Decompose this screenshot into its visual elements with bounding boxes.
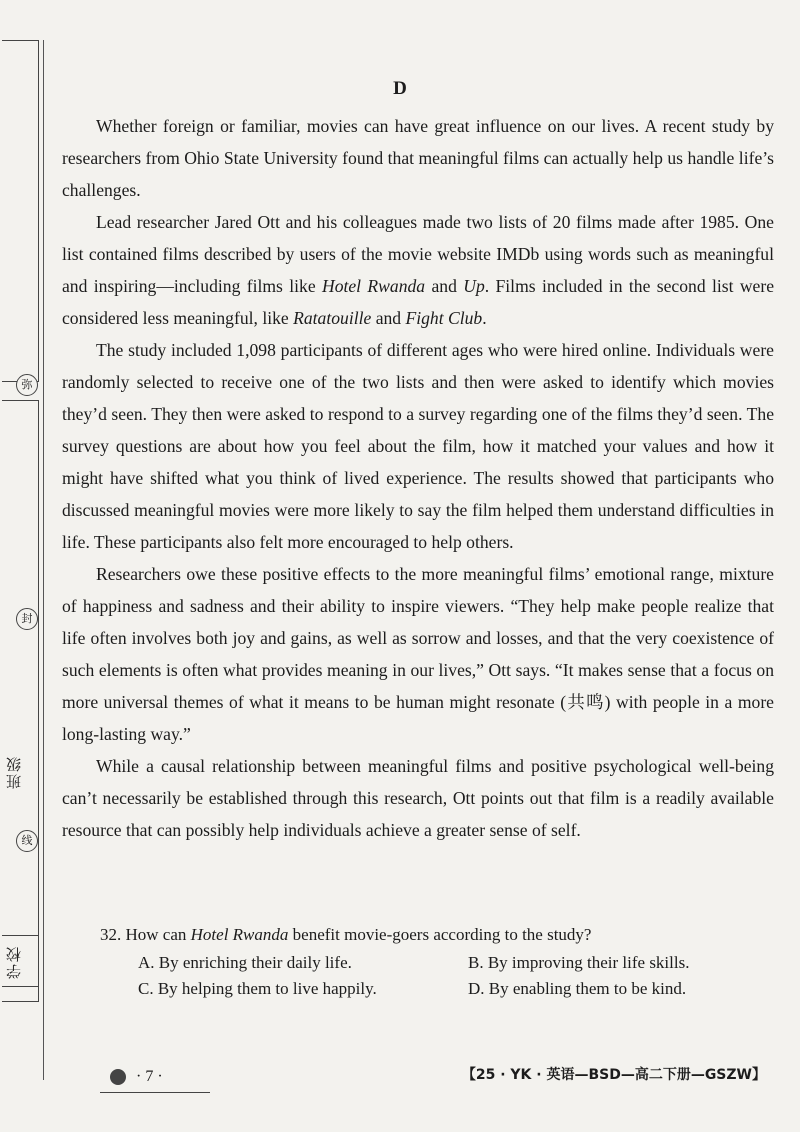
film-title: Hotel Rwanda <box>190 925 289 944</box>
page-number: · 7 · <box>136 1068 163 1085</box>
question-options <box>100 953 780 999</box>
text-run: The study included 1,098 participants of different ages who were hired online. Individuals were randomly selected to receive one of the two lists and then were asked to identify which movies they’d seen. They then were asked to respond to a survey regarding one of the films they’d seen. The survey questions are about how you feel about the film, how it matched your values and how it might have shifted what you think of lived experience. The results showed that participants who discussed meaningful movies were more likely to say the film helped them understand difficulties in life. These participants also felt more encouraged to help others. <box>62 340 774 552</box>
option-a[interactable]: A. By enriching their daily life. <box>138 953 352 972</box>
page-number-area <box>110 1068 163 1086</box>
text-run: While a causal relationship between meaningful films and positive psychological well-being can’t necessarily be established through this research, Ott points out that film is a readily available resource that can possibly help individuals achieve a greater sense of self. <box>62 756 774 840</box>
paragraph <box>62 206 774 334</box>
option-d[interactable]: D. By enabling them to be kind. <box>468 979 687 998</box>
section-title: D <box>393 78 407 99</box>
logo-icon <box>110 1069 126 1085</box>
question-32 <box>100 925 780 999</box>
text-run: 32. How can <box>100 925 191 944</box>
text-run: Whether foreign or familiar, movies can have great influence on our lives. A recent study by researchers from Ohio State University found that meaningful films can actually help us handle life’s challenges. <box>62 116 774 200</box>
question-stem <box>100 925 780 945</box>
paragraph <box>62 110 774 206</box>
text-run: and <box>425 276 464 296</box>
text-run: benefit movie-goers according to the study? <box>288 925 592 944</box>
passage <box>62 110 774 846</box>
film-title: Fight Club <box>405 308 483 328</box>
binding-mark-feng: 封 <box>16 608 38 630</box>
film-title: Ratatouille <box>293 308 372 328</box>
paragraph <box>62 558 774 750</box>
binding-margin <box>0 0 48 1132</box>
paragraph <box>62 750 774 846</box>
paper-code: 【25 · YK · 英语—BSD—高二下册—GSZW】 <box>461 1067 766 1083</box>
binding-mark-mi: 弥 <box>16 374 38 396</box>
option-b[interactable]: B. By improving their life skills. <box>468 953 690 972</box>
class-label: 班级 <box>7 755 23 789</box>
text-run: Researchers owe these positive effects to the more meaningful films’ emotional range, mixture of happiness and sadness and their ability to inspire viewers. “They help make people realize that life often involves both joy and gains, as well as sorrow and losses, and that the very coexistence of such elements is often what provides meaning in our lives,” Ott says. “It makes sense that a focus on more universal themes of what it means to be human might resonate (共鸣) with people in a more long-lasting way.” <box>62 564 774 744</box>
film-title: Hotel Rwanda <box>321 276 426 296</box>
margin-box-middle <box>2 400 39 1002</box>
paragraph <box>62 334 774 558</box>
text-run: Lead researcher Jared Ott and his colleagues made two lists of 20 films made after 1985. One list contained films described by users of the movie website IMDb using words such as meaningful and inspiring—including films like <box>62 212 774 296</box>
school-label: 学校 <box>7 945 23 979</box>
text-run: and <box>371 308 406 328</box>
text-run: . <box>482 308 487 328</box>
text-run: . Films included in the second list were considered less meaningful, like <box>62 276 775 328</box>
footer-rule <box>100 1092 210 1093</box>
binding-line <box>43 40 44 1080</box>
binding-mark-xian: 线 <box>16 830 38 852</box>
film-title: Up <box>463 276 485 296</box>
option-c[interactable]: C. By helping them to live happily. <box>138 979 377 998</box>
